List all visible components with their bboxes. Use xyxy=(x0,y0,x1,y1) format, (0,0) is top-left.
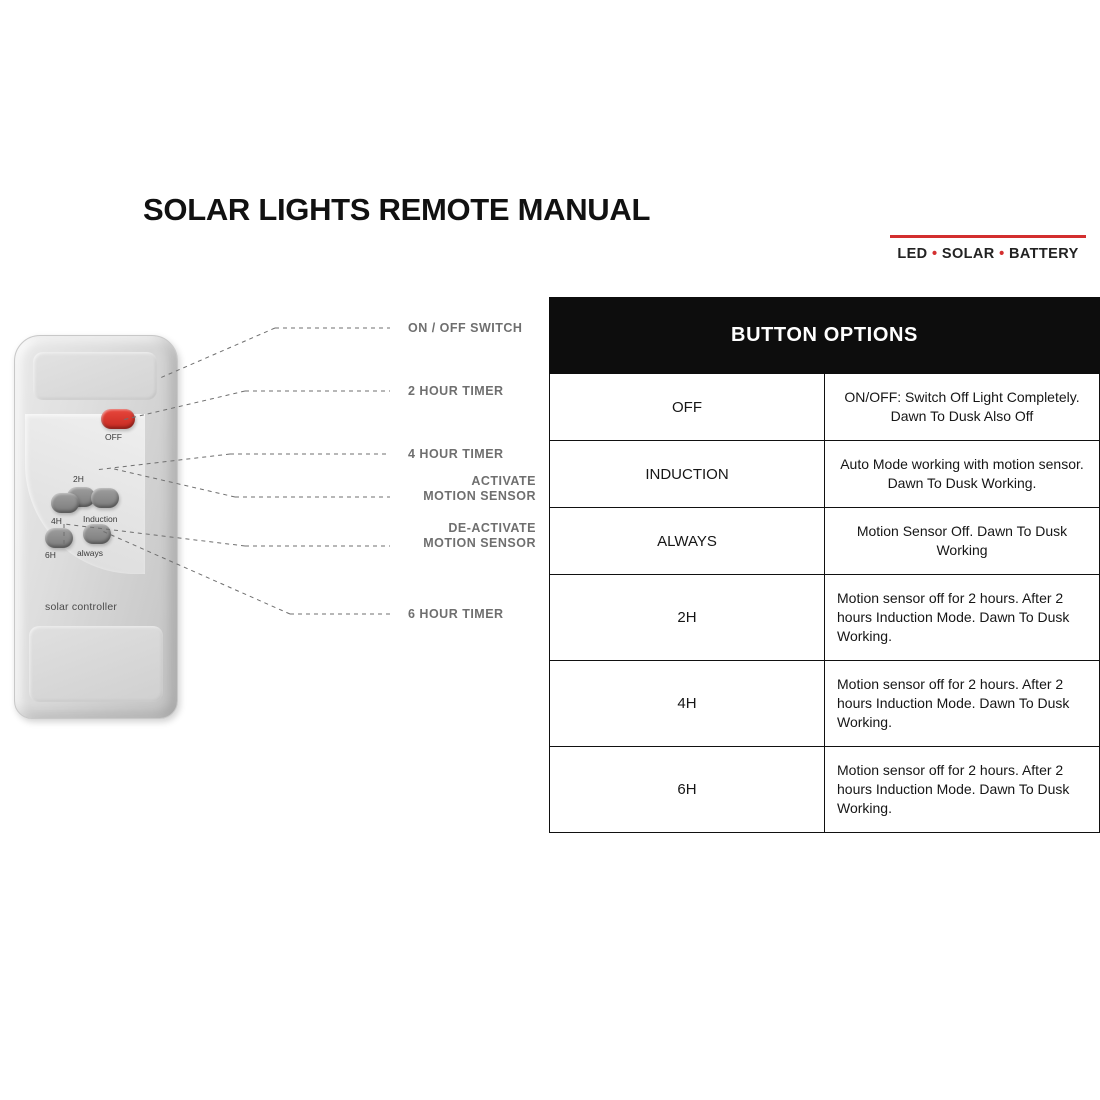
table-row xyxy=(550,441,1100,508)
remote-button-induction-label: Induction xyxy=(83,514,118,524)
remote-top-panel xyxy=(33,352,157,400)
option-description: Motion sensor off for 2 hours. After 2 hours Induction Mode. Dawn To Dusk Working. xyxy=(825,661,1100,747)
option-name: ALWAYS xyxy=(550,508,825,575)
remote-body xyxy=(14,335,178,719)
callout-on-off-switch: ON / OFF SWITCH xyxy=(408,321,523,335)
option-name: OFF xyxy=(550,374,825,441)
callout-activate-motion-sensor xyxy=(345,474,536,504)
table-header-row xyxy=(550,298,1100,374)
remote-button-induction[interactable] xyxy=(91,488,119,508)
option-description: Motion sensor off for 2 hours. After 2 hours Induction Mode. Dawn To Dusk Working. xyxy=(825,575,1100,661)
option-description: Auto Mode working with motion sensor. Dawn To Dusk Working. xyxy=(825,441,1100,508)
table-row xyxy=(550,508,1100,575)
button-options-table xyxy=(549,297,1100,833)
table-row xyxy=(550,575,1100,661)
brand-rule xyxy=(890,235,1086,238)
option-name: 4H xyxy=(550,661,825,747)
remote-illustration xyxy=(0,300,550,740)
callout-deactivate-line-2: MOTION SENSOR xyxy=(423,536,536,550)
option-name: 2H xyxy=(550,575,825,661)
page-title: SOLAR LIGHTS REMOTE MANUAL xyxy=(143,192,651,227)
callout-activate-line-1: ACTIVATE xyxy=(471,474,536,488)
table-row xyxy=(550,747,1100,833)
table-row xyxy=(550,374,1100,441)
remote-button-always-label: always xyxy=(77,548,103,558)
remote-lower-panel xyxy=(29,626,163,702)
remote-button-off-label: OFF xyxy=(105,432,122,442)
remote-button-4h[interactable] xyxy=(51,493,79,513)
callout-deactivate-motion-sensor xyxy=(345,521,536,551)
option-description: ON/OFF: Switch Off Light Completely. Dawn To Dusk Also Off xyxy=(825,374,1100,441)
option-name: INDUCTION xyxy=(550,441,825,508)
remote-button-off[interactable] xyxy=(101,409,135,429)
callout-deactivate-line-1: DE-ACTIVATE xyxy=(448,521,536,535)
callout-6-hour-timer: 6 HOUR TIMER xyxy=(408,607,504,621)
callout-2-hour-timer: 2 HOUR TIMER xyxy=(408,384,504,398)
remote-brand-text: solar controller xyxy=(45,601,118,613)
option-name: 6H xyxy=(550,747,825,833)
option-description: Motion sensor off for 2 hours. After 2 hours Induction Mode. Dawn To Dusk Working. xyxy=(825,747,1100,833)
brand-block xyxy=(890,235,1086,262)
brand-tagline: LED • SOLAR • BATTERY xyxy=(897,246,1079,262)
remote-button-2h-label: 2H xyxy=(73,474,84,484)
remote-button-4h-label: 4H xyxy=(51,516,62,526)
table-row xyxy=(550,661,1100,747)
remote-button-6h-label: 6H xyxy=(45,550,56,560)
table-title: BUTTON OPTIONS xyxy=(550,298,1100,374)
callout-activate-line-2: MOTION SENSOR xyxy=(423,489,536,503)
remote-button-always[interactable] xyxy=(83,524,111,544)
callout-4-hour-timer: 4 HOUR TIMER xyxy=(408,447,504,461)
option-description: Motion Sensor Off. Dawn To Dusk Working xyxy=(825,508,1100,575)
remote-button-6h[interactable] xyxy=(45,528,73,548)
